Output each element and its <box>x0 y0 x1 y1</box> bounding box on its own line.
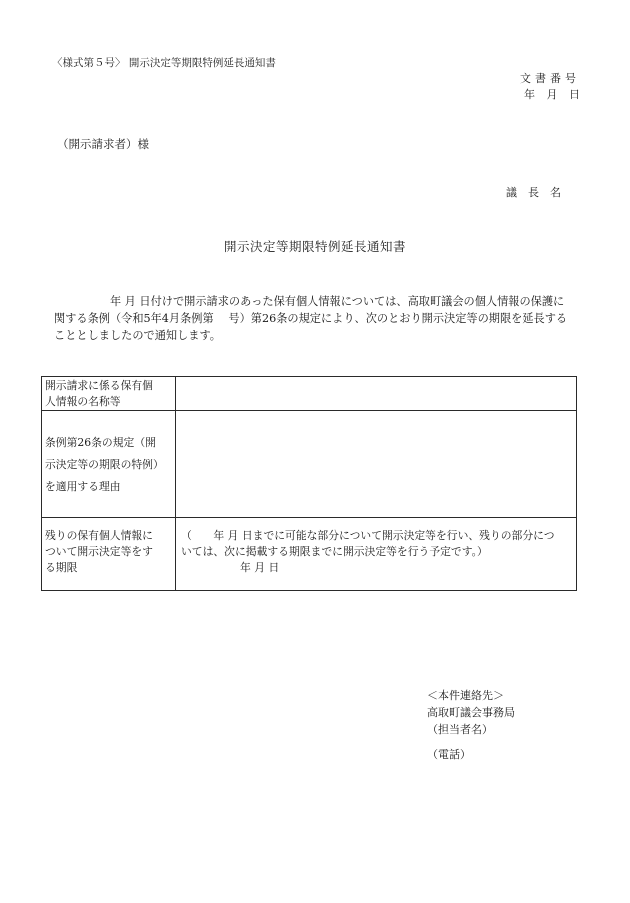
label-line: 条例第26条の規定（開 <box>45 436 156 449</box>
table-row <box>42 377 577 411</box>
form-number: 〈様式第５号〉 開示決定等期限特例延長通知書 <box>52 57 276 69</box>
body-line: こととしましたので通知します。 <box>54 329 221 342</box>
sender-name: 議長名 <box>506 186 572 199</box>
body-line: 関する条例（令和5年4月条例第 号）第26条の規定により、次のとおり開示決定等の期限を延長する <box>54 312 568 325</box>
label-line: 残りの保有個人情報に <box>45 529 153 542</box>
label-line: 開示請求に係る保有個 <box>45 379 153 392</box>
contact-block <box>427 687 515 763</box>
document-number-label: 文書番号 <box>520 72 580 85</box>
label-line: ついて開示決定等をす <box>45 545 153 558</box>
document-date-label: 年 月 日 <box>524 88 580 101</box>
label-line: を適用する理由 <box>45 480 121 493</box>
contact-person: （担当者名） <box>427 723 493 736</box>
notice-body <box>54 293 584 344</box>
table-row <box>42 411 577 518</box>
addressee: （開示請求者）様 <box>57 137 149 151</box>
info-table <box>41 376 577 591</box>
document-title: 開示決定等期限特例延長通知書 <box>223 239 406 254</box>
contact-phone: （電話） <box>427 748 471 761</box>
label-line: 示決定等の期限の特例） <box>45 458 164 471</box>
label-cell <box>42 411 176 518</box>
contact-heading: ＜本件連絡先＞ <box>427 689 504 702</box>
value-line: いては、次に掲載する期限までに開示決定等を行う予定です。） <box>181 545 488 558</box>
label-line: 人情報の名称等 <box>45 395 121 408</box>
value-cell <box>176 411 577 518</box>
contact-office: 高取町議会事務局 <box>427 706 515 719</box>
label-line: る期限 <box>45 561 78 574</box>
value-cell <box>176 518 577 591</box>
label-cell <box>42 518 176 591</box>
value-cell <box>176 377 577 411</box>
body-line: 年 月 日付けで開示請求のあった保有個人情報については、高取町議会の個人情報の保護に <box>54 295 565 308</box>
value-line: （ 年 月 日までに可能な部分について開示決定等を行い、残りの部分につ <box>181 529 555 542</box>
table-row <box>42 518 577 591</box>
label-cell <box>42 377 176 411</box>
deadline-date: 年 月 日 <box>240 561 280 574</box>
